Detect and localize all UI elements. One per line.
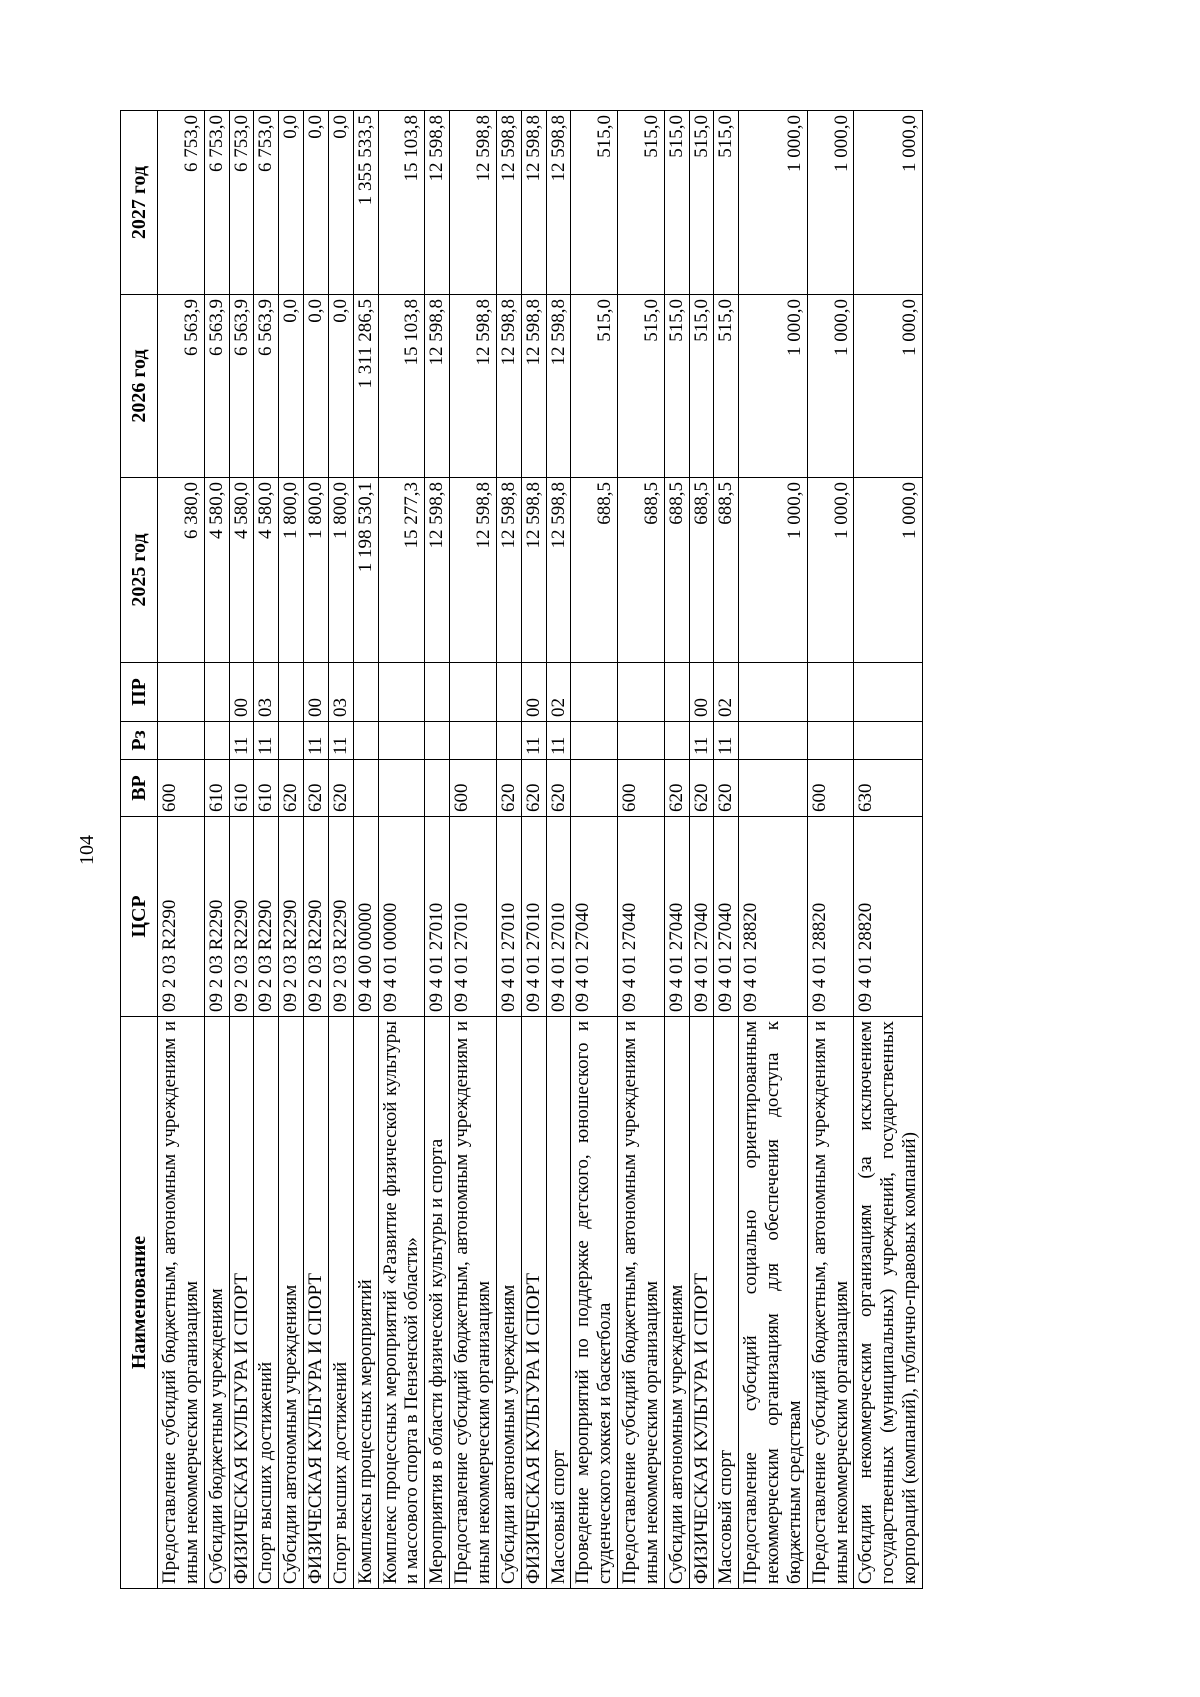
cell-rz xyxy=(496,722,521,760)
table-row xyxy=(664,111,689,1589)
cell-2026: 1 000,0 xyxy=(739,295,808,478)
cell-csr: 09 2 03 R2290 xyxy=(204,817,229,1017)
cell-csr: 09 4 01 27010 xyxy=(425,817,450,1017)
cell-2027: 6 753,0 xyxy=(204,111,229,295)
cell-2025: 6 380,0 xyxy=(158,478,205,663)
cell-name: Массовый спорт xyxy=(546,1017,571,1589)
cell-2025: 688,5 xyxy=(618,478,665,663)
cell-rz: 11 xyxy=(328,722,353,760)
cell-2025: 1 000,0 xyxy=(739,478,808,663)
cell-pr: 00 xyxy=(521,663,546,722)
table-row xyxy=(204,111,229,1589)
cell-csr: 09 4 01 28820 xyxy=(739,817,808,1017)
cell-name: Комплексы процессных мероприятий xyxy=(353,1017,378,1589)
cell-csr: 09 4 01 27010 xyxy=(546,817,571,1017)
cell-2026: 515,0 xyxy=(618,295,665,478)
cell-2025: 688,5 xyxy=(714,478,739,663)
cell-2027: 515,0 xyxy=(571,111,618,295)
header-rz: Рз xyxy=(121,722,158,760)
cell-rz: 11 xyxy=(521,722,546,760)
cell-rz xyxy=(450,722,497,760)
cell-csr: 09 4 01 27010 xyxy=(496,817,521,1017)
cell-vr: 610 xyxy=(229,760,254,817)
cell-rz: 11 xyxy=(689,722,714,760)
cell-pr xyxy=(425,663,450,722)
cell-name: Проведение мероприятий по поддержке детского, юношеского и студенческого хоккея и баскетбола xyxy=(571,1017,618,1589)
cell-name: Предоставление субсидий бюджетным, автономным учреждениям и иным некоммерческим организациям xyxy=(158,1017,205,1589)
header-name: Наименование xyxy=(121,1017,158,1589)
table-header-row xyxy=(121,111,158,1589)
table-row xyxy=(158,111,205,1589)
cell-rz: 11 xyxy=(304,722,329,760)
cell-vr xyxy=(378,760,425,817)
cell-2025: 12 598,8 xyxy=(496,478,521,663)
cell-2025: 4 580,0 xyxy=(254,478,279,663)
cell-2025: 1 800,0 xyxy=(279,478,304,663)
cell-csr: 09 4 01 27040 xyxy=(714,817,739,1017)
cell-2025: 1 198 530,1 xyxy=(353,478,378,663)
cell-2026: 6 563,9 xyxy=(204,295,229,478)
cell-rz: 11 xyxy=(254,722,279,760)
cell-vr: 600 xyxy=(450,760,497,817)
cell-2026: 515,0 xyxy=(714,295,739,478)
cell-2026: 6 563,9 xyxy=(158,295,205,478)
cell-pr xyxy=(158,663,205,722)
table-row xyxy=(279,111,304,1589)
cell-2027: 1 000,0 xyxy=(854,111,923,295)
cell-2027: 515,0 xyxy=(689,111,714,295)
cell-2027: 12 598,8 xyxy=(546,111,571,295)
cell-rz: 11 xyxy=(229,722,254,760)
cell-pr: 03 xyxy=(328,663,353,722)
table-row xyxy=(425,111,450,1589)
table-row xyxy=(378,111,425,1589)
cell-2026: 0,0 xyxy=(304,295,329,478)
cell-pr xyxy=(378,663,425,722)
cell-rz xyxy=(279,722,304,760)
cell-2026: 1 311 286,5 xyxy=(353,295,378,478)
cell-2026: 1 000,0 xyxy=(854,295,923,478)
cell-name: ФИЗИЧЕСКАЯ КУЛЬТУРА И СПОРТ xyxy=(521,1017,546,1589)
cell-2025: 1 800,0 xyxy=(304,478,329,663)
rotated-page xyxy=(120,111,1064,1589)
cell-2026: 12 598,8 xyxy=(450,295,497,478)
cell-vr xyxy=(353,760,378,817)
cell-2027: 515,0 xyxy=(664,111,689,295)
cell-rz xyxy=(571,722,618,760)
cell-csr: 09 2 03 R2290 xyxy=(279,817,304,1017)
table-row xyxy=(739,111,808,1589)
cell-pr xyxy=(571,663,618,722)
cell-2026: 12 598,8 xyxy=(425,295,450,478)
cell-vr: 630 xyxy=(854,760,923,817)
cell-2025: 1 000,0 xyxy=(807,478,854,663)
table-row xyxy=(496,111,521,1589)
cell-vr xyxy=(425,760,450,817)
cell-name: ФИЗИЧЕСКАЯ КУЛЬТУРА И СПОРТ xyxy=(304,1017,329,1589)
table-row xyxy=(450,111,497,1589)
cell-name: Спорт высших достижений xyxy=(328,1017,353,1589)
cell-csr: 09 4 01 27010 xyxy=(450,817,497,1017)
cell-name: Субсидии автономным учреждениям xyxy=(496,1017,521,1589)
cell-2025: 1 000,0 xyxy=(854,478,923,663)
cell-name: Массовый спорт xyxy=(714,1017,739,1589)
cell-csr: 09 4 01 27040 xyxy=(618,817,665,1017)
budget-table xyxy=(120,110,923,1589)
cell-2027: 0,0 xyxy=(279,111,304,295)
cell-csr: 09 4 01 27040 xyxy=(571,817,618,1017)
cell-csr: 09 4 01 27010 xyxy=(521,817,546,1017)
cell-2025: 4 580,0 xyxy=(204,478,229,663)
cell-2027: 15 103,8 xyxy=(378,111,425,295)
cell-name: Предоставление субсидий бюджетным, автономным учреждениям и иным некоммерческим организациям xyxy=(450,1017,497,1589)
cell-pr: 00 xyxy=(229,663,254,722)
cell-rz xyxy=(204,722,229,760)
cell-csr: 09 2 03 R2290 xyxy=(304,817,329,1017)
cell-2025: 12 598,8 xyxy=(450,478,497,663)
cell-2027: 515,0 xyxy=(714,111,739,295)
cell-pr: 00 xyxy=(689,663,714,722)
cell-pr: 00 xyxy=(304,663,329,722)
header-2027: 2027 год xyxy=(121,111,158,295)
cell-pr: 02 xyxy=(546,663,571,722)
cell-rz xyxy=(378,722,425,760)
cell-csr: 09 2 03 R2290 xyxy=(158,817,205,1017)
cell-2025: 1 800,0 xyxy=(328,478,353,663)
cell-2027: 12 598,8 xyxy=(450,111,497,295)
page-number: 104 xyxy=(75,835,98,865)
cell-pr xyxy=(204,663,229,722)
cell-vr: 620 xyxy=(714,760,739,817)
cell-2025: 688,5 xyxy=(571,478,618,663)
cell-rz xyxy=(739,722,808,760)
cell-2025: 12 598,8 xyxy=(425,478,450,663)
table-row xyxy=(546,111,571,1589)
table-row xyxy=(714,111,739,1589)
cell-2027: 1 000,0 xyxy=(807,111,854,295)
cell-2026: 12 598,8 xyxy=(521,295,546,478)
cell-vr: 600 xyxy=(807,760,854,817)
cell-csr: 09 4 01 28820 xyxy=(854,817,923,1017)
table-row xyxy=(521,111,546,1589)
cell-name: Субсидии некоммерческим организациям (за исключением государственных (муниципальных) учреждений, государственных корпораций (компаний), публично-правовых компаний) xyxy=(854,1017,923,1589)
cell-csr: 09 2 03 R2290 xyxy=(229,817,254,1017)
cell-pr xyxy=(353,663,378,722)
cell-2026: 6 563,9 xyxy=(229,295,254,478)
cell-rz: 11 xyxy=(546,722,571,760)
cell-2026: 515,0 xyxy=(689,295,714,478)
cell-2027: 1 000,0 xyxy=(739,111,808,295)
header-csr: ЦСР xyxy=(121,817,158,1017)
cell-rz xyxy=(854,722,923,760)
cell-2027: 0,0 xyxy=(328,111,353,295)
cell-pr xyxy=(854,663,923,722)
cell-name: ФИЗИЧЕСКАЯ КУЛЬТУРА И СПОРТ xyxy=(229,1017,254,1589)
table-row xyxy=(328,111,353,1589)
cell-name: Предоставление субсидий бюджетным, автономным учреждениям и иным некоммерческим организациям xyxy=(807,1017,854,1589)
cell-2026: 515,0 xyxy=(571,295,618,478)
cell-name: Предоставление субсидий бюджетным, автономным учреждениям и иным некоммерческим организациям xyxy=(618,1017,665,1589)
header-pr: ПР xyxy=(121,663,158,722)
cell-2027: 12 598,8 xyxy=(496,111,521,295)
cell-pr: 02 xyxy=(714,663,739,722)
table-row xyxy=(304,111,329,1589)
cell-vr: 610 xyxy=(204,760,229,817)
cell-csr: 09 2 03 R2290 xyxy=(254,817,279,1017)
cell-pr xyxy=(618,663,665,722)
cell-2027: 12 598,8 xyxy=(425,111,450,295)
cell-csr: 09 4 00 00000 xyxy=(353,817,378,1017)
cell-vr xyxy=(571,760,618,817)
cell-pr xyxy=(450,663,497,722)
table-row xyxy=(854,111,923,1589)
cell-pr xyxy=(739,663,808,722)
cell-2026: 6 563,9 xyxy=(254,295,279,478)
cell-name: Мероприятия в области физической культуры и спорта xyxy=(425,1017,450,1589)
table-row xyxy=(618,111,665,1589)
cell-rz xyxy=(664,722,689,760)
cell-2026: 515,0 xyxy=(664,295,689,478)
cell-name: Субсидии бюджетным учреждениям xyxy=(204,1017,229,1589)
cell-name: Предоставление субсидий социально ориентированным некоммерческим организациям для обеспечения доступа к бюджетным средствам xyxy=(739,1017,808,1589)
table-row xyxy=(254,111,279,1589)
cell-2026: 12 598,8 xyxy=(546,295,571,478)
cell-2026: 15 103,8 xyxy=(378,295,425,478)
cell-rz xyxy=(158,722,205,760)
table-row xyxy=(689,111,714,1589)
cell-csr: 09 2 03 R2290 xyxy=(328,817,353,1017)
cell-2027: 1 355 533,5 xyxy=(353,111,378,295)
cell-name: Спорт высших достижений xyxy=(254,1017,279,1589)
cell-rz xyxy=(425,722,450,760)
cell-csr: 09 4 01 27040 xyxy=(689,817,714,1017)
cell-pr xyxy=(807,663,854,722)
cell-rz xyxy=(618,722,665,760)
cell-vr: 600 xyxy=(158,760,205,817)
cell-csr: 09 4 01 27040 xyxy=(664,817,689,1017)
cell-pr xyxy=(279,663,304,722)
table-row xyxy=(353,111,378,1589)
cell-rz: 11 xyxy=(714,722,739,760)
cell-2027: 515,0 xyxy=(618,111,665,295)
cell-2027: 0,0 xyxy=(304,111,329,295)
cell-2026: 0,0 xyxy=(328,295,353,478)
cell-name: ФИЗИЧЕСКАЯ КУЛЬТУРА И СПОРТ xyxy=(689,1017,714,1589)
cell-2025: 688,5 xyxy=(689,478,714,663)
table-row xyxy=(571,111,618,1589)
cell-2025: 12 598,8 xyxy=(521,478,546,663)
cell-2027: 12 598,8 xyxy=(521,111,546,295)
cell-vr: 620 xyxy=(689,760,714,817)
cell-vr: 600 xyxy=(618,760,665,817)
cell-vr: 610 xyxy=(254,760,279,817)
cell-vr: 620 xyxy=(546,760,571,817)
cell-rz xyxy=(353,722,378,760)
cell-name: Комплекс процессных мероприятий «Развитие физической культуры и массового спорта в Пензенской области» xyxy=(378,1017,425,1589)
cell-name: Субсидии автономным учреждениям xyxy=(664,1017,689,1589)
cell-vr: 620 xyxy=(304,760,329,817)
cell-pr: 03 xyxy=(254,663,279,722)
table-row xyxy=(807,111,854,1589)
cell-vr: 620 xyxy=(328,760,353,817)
cell-2026: 0,0 xyxy=(279,295,304,478)
cell-2027: 6 753,0 xyxy=(254,111,279,295)
cell-2026: 1 000,0 xyxy=(807,295,854,478)
cell-csr: 09 4 01 28820 xyxy=(807,817,854,1017)
cell-vr: 620 xyxy=(664,760,689,817)
cell-pr xyxy=(664,663,689,722)
cell-vr: 620 xyxy=(496,760,521,817)
table-row xyxy=(229,111,254,1589)
table-body xyxy=(158,111,923,1589)
cell-csr: 09 4 01 00000 xyxy=(378,817,425,1017)
cell-2025: 12 598,8 xyxy=(546,478,571,663)
cell-2025: 4 580,0 xyxy=(229,478,254,663)
cell-rz xyxy=(807,722,854,760)
cell-vr xyxy=(739,760,808,817)
cell-2025: 688,5 xyxy=(664,478,689,663)
cell-name: Субсидии автономным учреждениям xyxy=(279,1017,304,1589)
cell-2026: 12 598,8 xyxy=(496,295,521,478)
cell-vr: 620 xyxy=(279,760,304,817)
cell-pr xyxy=(496,663,521,722)
cell-vr: 620 xyxy=(521,760,546,817)
header-vr: ВР xyxy=(121,760,158,817)
cell-2027: 6 753,0 xyxy=(158,111,205,295)
header-2025: 2025 год xyxy=(121,478,158,663)
cell-2025: 15 277,3 xyxy=(378,478,425,663)
cell-2027: 6 753,0 xyxy=(229,111,254,295)
header-2026: 2026 год xyxy=(121,295,158,478)
